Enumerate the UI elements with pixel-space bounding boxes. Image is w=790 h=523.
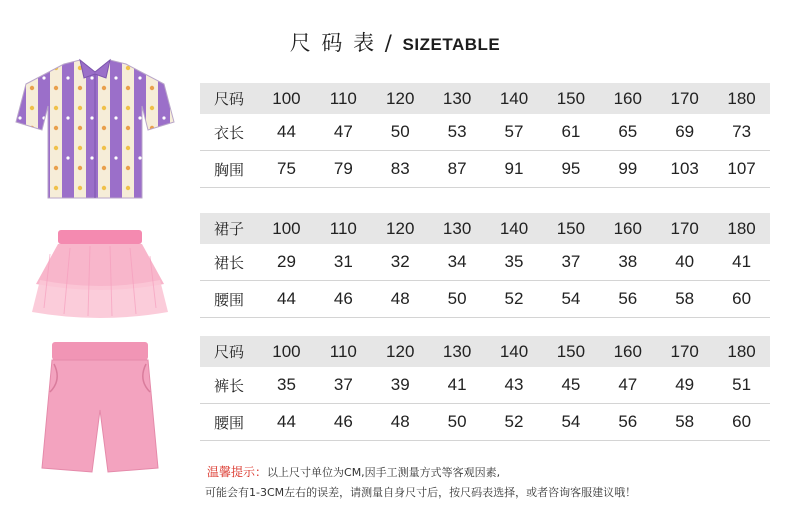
table-cell: 39 <box>390 375 410 394</box>
header-cell: 170 <box>670 341 699 361</box>
table-cell: 34 <box>447 252 467 271</box>
row-label: 腰围 <box>213 413 244 432</box>
table-cell: 50 <box>447 412 467 431</box>
table-row <box>200 404 770 441</box>
page-title <box>0 27 790 57</box>
table-cell: 46 <box>333 412 353 431</box>
shorts-image <box>38 340 162 476</box>
table-cell: 57 <box>504 122 524 141</box>
header-label: 尺码 <box>213 90 244 108</box>
title-cn: 尺 码 表 / <box>289 31 394 55</box>
table-cell: 52 <box>504 289 524 308</box>
header-cell: 160 <box>613 341 642 361</box>
table-cell: 58 <box>675 289 695 308</box>
note-line-1 <box>207 462 636 483</box>
size-note <box>207 462 636 503</box>
note-line-2: 可能会有1-3CM左右的误差，请测量自身尺寸后，按尺码表选择，或者咨询客服建议哦！ <box>205 486 637 499</box>
header-cell: 160 <box>613 88 642 108</box>
table-cell: 37 <box>333 375 353 394</box>
table-cell: 54 <box>561 289 581 308</box>
table-cell: 56 <box>618 289 638 308</box>
header-cell: 140 <box>499 218 529 238</box>
table-cell: 31 <box>333 252 353 271</box>
table-cell: 46 <box>333 289 353 308</box>
header-cell: 180 <box>727 88 756 108</box>
header-cell: 140 <box>499 88 529 108</box>
table-cell: 54 <box>561 412 581 431</box>
table-cell: 44 <box>276 122 296 141</box>
table-cell: 79 <box>333 159 353 178</box>
header-label: 裙子 <box>213 220 244 238</box>
header-cell: 100 <box>272 218 301 238</box>
table-cell: 95 <box>561 159 581 178</box>
table-row <box>200 151 770 188</box>
header-cell: 120 <box>386 88 415 108</box>
table-cell: 91 <box>504 159 524 178</box>
title-en: SIZETABLE <box>402 35 501 54</box>
header-cell: 110 <box>329 341 357 361</box>
table-cell: 69 <box>675 122 695 141</box>
table-cell: 83 <box>390 159 410 178</box>
row-label: 裤长 <box>213 376 244 395</box>
table-cell: 29 <box>276 252 296 271</box>
header-cell: 170 <box>670 88 699 108</box>
table-cell: 51 <box>732 375 752 394</box>
table-cell: 35 <box>504 252 524 271</box>
table-row <box>200 114 770 151</box>
table-cell: 107 <box>727 159 756 178</box>
table-cell: 99 <box>618 159 638 178</box>
header-cell: 180 <box>727 218 756 238</box>
table-cell: 58 <box>675 412 695 431</box>
header-cell: 150 <box>556 218 586 238</box>
header-cell: 160 <box>613 218 642 238</box>
header-cell: 130 <box>442 88 472 108</box>
header-cell: 140 <box>499 341 529 361</box>
table-cell: 52 <box>504 412 524 431</box>
header-cell: 110 <box>329 88 357 108</box>
table-cell: 32 <box>390 252 410 271</box>
header-cell: 150 <box>556 341 586 361</box>
table-cell: 75 <box>276 159 296 178</box>
table-cell: 47 <box>618 375 638 394</box>
table-row <box>200 281 770 318</box>
table-cell: 103 <box>670 159 699 178</box>
header-cell: 180 <box>727 341 756 361</box>
row-label: 腰围 <box>213 290 244 309</box>
skirt-size-table <box>200 213 770 318</box>
table-row <box>200 367 770 404</box>
shorts-size-table <box>200 336 770 441</box>
table-cell: 61 <box>561 122 581 141</box>
table-cell: 37 <box>561 252 581 271</box>
table-cell: 35 <box>276 375 296 394</box>
note-text-1: 以上尺寸单位为CM,因手工测量方式等客观因素, <box>267 466 501 479</box>
header-cell: 100 <box>272 341 301 361</box>
table-cell: 60 <box>732 289 752 308</box>
table-cell: 50 <box>447 289 467 308</box>
header-label: 尺码 <box>213 343 244 361</box>
table-row <box>200 244 770 281</box>
table-cell: 60 <box>732 412 752 431</box>
note-warning-label: 温馨提示： <box>207 465 268 479</box>
table-cell: 44 <box>276 289 296 308</box>
shirt-size-table <box>200 83 770 188</box>
table-header-row <box>200 83 770 114</box>
skirt-image <box>30 224 170 324</box>
row-label: 衣长 <box>213 123 244 142</box>
table-cell: 48 <box>390 289 410 308</box>
table-header-row <box>200 213 770 244</box>
header-cell: 110 <box>329 218 357 238</box>
table-cell: 43 <box>504 375 524 394</box>
table-cell: 38 <box>618 252 638 271</box>
table-cell: 41 <box>447 375 467 394</box>
header-cell: 120 <box>386 218 415 238</box>
table-header-row <box>200 336 770 367</box>
table-cell: 40 <box>675 252 695 271</box>
table-cell: 44 <box>276 412 296 431</box>
table-cell: 53 <box>447 122 467 141</box>
header-cell: 130 <box>442 218 472 238</box>
header-cell: 130 <box>442 341 472 361</box>
table-cell: 65 <box>618 122 638 141</box>
header-cell: 100 <box>272 88 301 108</box>
table-cell: 45 <box>561 375 581 394</box>
table-cell: 50 <box>390 122 410 141</box>
header-cell: 120 <box>386 341 415 361</box>
table-cell: 41 <box>732 252 752 271</box>
table-cell: 49 <box>675 375 695 394</box>
header-cell: 170 <box>670 218 699 238</box>
row-label: 胸围 <box>213 160 244 179</box>
row-label: 裙长 <box>213 253 244 272</box>
shirt-image <box>14 58 176 204</box>
table-cell: 73 <box>732 122 752 141</box>
table-cell: 87 <box>447 159 467 178</box>
table-cell: 48 <box>390 412 410 431</box>
table-cell: 47 <box>333 122 353 141</box>
table-cell: 56 <box>618 412 638 431</box>
header-cell: 150 <box>556 88 586 108</box>
